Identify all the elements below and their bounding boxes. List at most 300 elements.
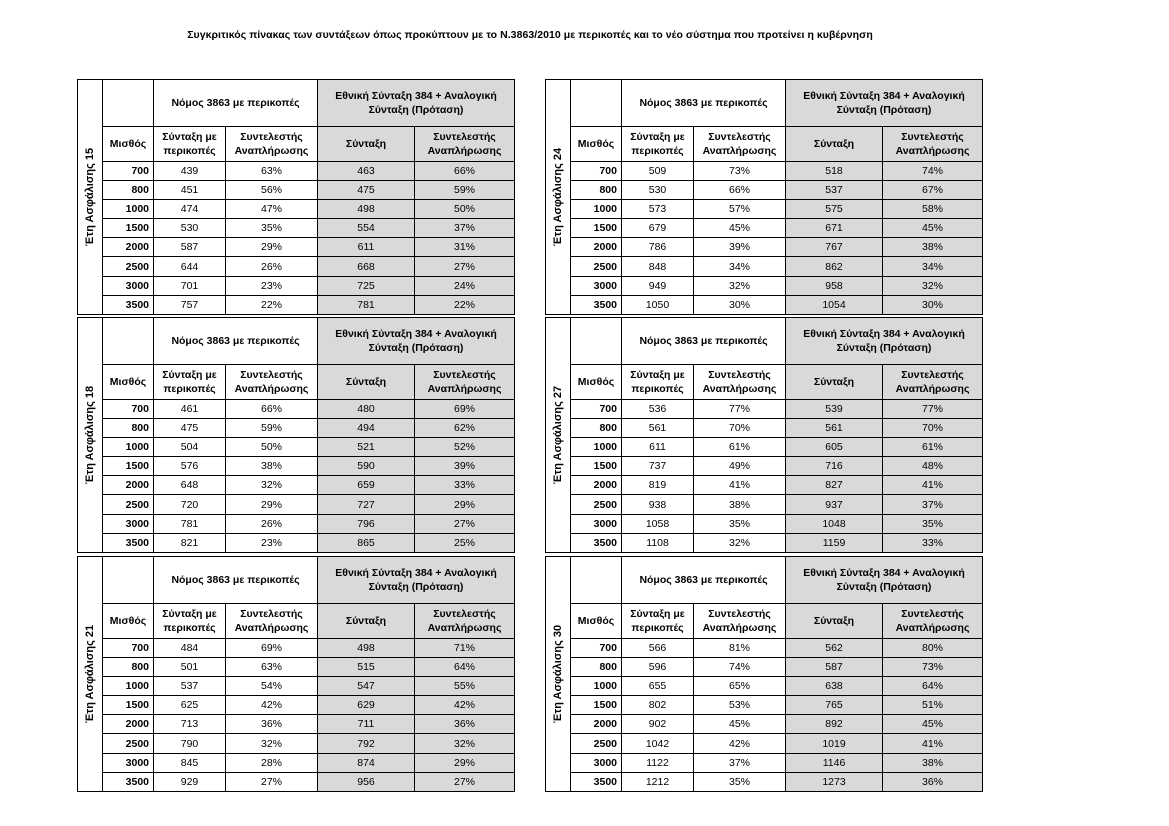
salary-cell: 3000: [103, 276, 154, 295]
replacement2-cell: 61%: [883, 437, 983, 456]
pension-cell: 638: [786, 676, 883, 695]
table-row: [78, 238, 515, 257]
table-row: [78, 715, 515, 734]
table-row: [78, 257, 515, 276]
years-label-text: Έτη Ασφάλισης 15: [84, 147, 96, 247]
years-label: [78, 557, 103, 792]
replacement2-cell: 58%: [883, 199, 983, 218]
salary-cell: 700: [103, 161, 154, 180]
replacement-header: Συντελεστής Αναπλήρωσης: [694, 604, 786, 638]
replacement-cell: 59%: [226, 418, 318, 437]
replacement-cell: 69%: [226, 638, 318, 657]
pension-cut-cell: 566: [622, 638, 694, 657]
salary-cell: 2500: [103, 734, 154, 753]
replacement2-cell: 27%: [415, 514, 515, 533]
pension-cut-cell: 561: [622, 418, 694, 437]
pension-cut-cell: 821: [154, 533, 226, 552]
pension-cell: 498: [318, 199, 415, 218]
replacement-cell: 73%: [694, 161, 786, 180]
replacement2-cell: 29%: [415, 753, 515, 772]
pension-cell: 827: [786, 476, 883, 495]
replacement-cell: 35%: [226, 219, 318, 238]
salary-cell: 1000: [571, 437, 622, 456]
corner-cell: [103, 557, 154, 604]
replacement2-cell: 35%: [883, 514, 983, 533]
salary-cell: 3000: [103, 753, 154, 772]
table-row: [78, 199, 515, 218]
pension-cut-cell: 786: [622, 238, 694, 257]
pension-cut-cell: 757: [154, 295, 226, 314]
salary-cell: 3500: [103, 772, 154, 791]
replacement-cell: 39%: [694, 238, 786, 257]
replacement2-cell: 69%: [415, 399, 515, 418]
salary-cell: 700: [103, 399, 154, 418]
table-row: [78, 457, 515, 476]
years-label: [546, 80, 571, 315]
replacement2-cell: 66%: [415, 161, 515, 180]
salary-cell: 700: [571, 161, 622, 180]
pension-cut-cell: 530: [154, 219, 226, 238]
salary-header: Μισθός: [103, 365, 154, 399]
pension-cell: 767: [786, 238, 883, 257]
replacement-cell: 77%: [694, 399, 786, 418]
pension-header: Σύνταξη: [786, 127, 883, 161]
pension-cell: 668: [318, 257, 415, 276]
replacement-cell: 47%: [226, 199, 318, 218]
pension-cell: 480: [318, 399, 415, 418]
salary-cell: 800: [571, 418, 622, 437]
replacement-cell: 81%: [694, 638, 786, 657]
replacement2-cell: 70%: [883, 418, 983, 437]
replacement2-cell: 45%: [883, 219, 983, 238]
replacement-header: Συντελεστής Αναπλήρωσης: [694, 365, 786, 399]
corner-cell: [571, 80, 622, 127]
pension-cell: 537: [786, 180, 883, 199]
pension-cut-cell: 644: [154, 257, 226, 276]
pension-cell: 671: [786, 219, 883, 238]
replacement-cell: 65%: [694, 676, 786, 695]
pension-cut-header: Σύνταξη με περικοπές: [154, 604, 226, 638]
group-proposal-header: Εθνική Σύνταξη 384 + Αναλογική Σύνταξη (Πρόταση): [318, 557, 515, 604]
table-row: [78, 495, 515, 514]
replacement-cell: 63%: [226, 657, 318, 676]
salary-cell: 1000: [571, 199, 622, 218]
replacement2-cell: 55%: [415, 676, 515, 695]
replacement-cell: 38%: [694, 495, 786, 514]
salary-header: Μισθός: [103, 604, 154, 638]
replacement-cell: 41%: [694, 476, 786, 495]
replacement-cell: 66%: [694, 180, 786, 199]
group-law-header: Νόμος 3863 με περικοπές: [154, 318, 318, 365]
replacement2-cell: 34%: [883, 257, 983, 276]
pension-cell: 874: [318, 753, 415, 772]
replacement-cell: 57%: [694, 199, 786, 218]
replacement-cell: 36%: [226, 715, 318, 734]
table-row: [546, 418, 983, 437]
pension-cut-header: Σύνταξη με περικοπές: [622, 127, 694, 161]
replacement-cell: 53%: [694, 696, 786, 715]
table-row: [78, 514, 515, 533]
replacement-cell: 32%: [226, 476, 318, 495]
table-row: [78, 753, 515, 772]
salary-cell: 1000: [571, 676, 622, 695]
pension-cut-cell: 501: [154, 657, 226, 676]
table-row: [546, 495, 983, 514]
pension-cut-cell: 949: [622, 276, 694, 295]
years-label-text: Έτη Ασφάλισης 18: [84, 385, 96, 485]
salary-cell: 3000: [103, 514, 154, 533]
table-row: [78, 399, 515, 418]
pension-cut-cell: 1050: [622, 295, 694, 314]
group-proposal-header: Εθνική Σύνταξη 384 + Αναλογική Σύνταξη (Πρόταση): [786, 557, 983, 604]
table-row: [78, 772, 515, 791]
replacement-cell: 32%: [694, 276, 786, 295]
replacement2-cell: 77%: [883, 399, 983, 418]
replacement-cell: 29%: [226, 495, 318, 514]
salary-cell: 700: [103, 638, 154, 657]
table-row: [546, 199, 983, 218]
table-row: [546, 161, 983, 180]
pension-cell: 1159: [786, 533, 883, 552]
replacement2-cell: 24%: [415, 276, 515, 295]
group-law-header: Νόμος 3863 με περικοπές: [154, 80, 318, 127]
table-row: [546, 753, 983, 772]
replacement-header: Συντελεστής Αναπλήρωσης: [226, 365, 318, 399]
group-law-header: Νόμος 3863 με περικοπές: [622, 318, 786, 365]
table-row: [546, 696, 983, 715]
salary-cell: 3500: [571, 772, 622, 791]
salary-cell: 2000: [103, 715, 154, 734]
replacement2-cell: 80%: [883, 638, 983, 657]
table-row: [546, 533, 983, 552]
pension-cut-cell: 679: [622, 219, 694, 238]
pension-cell: 865: [318, 533, 415, 552]
replacement-cell: 32%: [694, 533, 786, 552]
table-row: [546, 295, 983, 314]
table-row: [78, 696, 515, 715]
salary-cell: 1500: [571, 219, 622, 238]
table-row: [546, 180, 983, 199]
pension-cut-cell: 720: [154, 495, 226, 514]
pension-cell: 494: [318, 418, 415, 437]
pension-cell: 547: [318, 676, 415, 695]
pension-cut-cell: 802: [622, 696, 694, 715]
pension-cut-header: Σύνταξη με περικοπές: [622, 604, 694, 638]
replacement2-cell: 31%: [415, 238, 515, 257]
pension-cell: 892: [786, 715, 883, 734]
table-row: [78, 418, 515, 437]
pension-cut-header: Σύνταξη με περικοπές: [622, 365, 694, 399]
group-proposal-header: Εθνική Σύνταξη 384 + Αναλογική Σύνταξη (Πρόταση): [786, 80, 983, 127]
replacement2-cell: 29%: [415, 495, 515, 514]
pension-cell: 659: [318, 476, 415, 495]
pension-cut-cell: 573: [622, 199, 694, 218]
table-row: [78, 180, 515, 199]
replacement2-cell: 38%: [883, 238, 983, 257]
salary-cell: 800: [103, 418, 154, 437]
salary-cell: 800: [571, 180, 622, 199]
salary-cell: 3000: [571, 753, 622, 772]
salary-cell: 3000: [571, 514, 622, 533]
table-row: [78, 657, 515, 676]
pension-cut-cell: 1212: [622, 772, 694, 791]
salary-cell: 3500: [103, 533, 154, 552]
replacement2-cell: 32%: [883, 276, 983, 295]
replacement2-cell: 37%: [415, 219, 515, 238]
replacement2-cell: 51%: [883, 696, 983, 715]
replacement2-cell: 73%: [883, 657, 983, 676]
pension-table: [545, 317, 982, 553]
replacement-cell: 26%: [226, 257, 318, 276]
group-law-header: Νόμος 3863 με περικοπές: [622, 80, 786, 127]
replacement-cell: 22%: [226, 295, 318, 314]
replacement-cell: 35%: [694, 772, 786, 791]
pension-cell: 518: [786, 161, 883, 180]
table-row: [546, 657, 983, 676]
replacement-cell: 38%: [226, 457, 318, 476]
replacement2-cell: 41%: [883, 476, 983, 495]
group-proposal-header: Εθνική Σύνταξη 384 + Αναλογική Σύνταξη (Πρόταση): [318, 80, 515, 127]
years-label: [546, 557, 571, 792]
replacement2-cell: 62%: [415, 418, 515, 437]
years-label-text: Έτη Ασφάλισης 24: [552, 147, 564, 247]
salary-cell: 2500: [571, 257, 622, 276]
salary-cell: 1000: [103, 199, 154, 218]
replacement2-cell: 74%: [883, 161, 983, 180]
replacement2-cell: 52%: [415, 437, 515, 456]
salary-cell: 2500: [103, 257, 154, 276]
pension-cell: 1048: [786, 514, 883, 533]
replacement-header: Συντελεστής Αναπλήρωσης: [226, 604, 318, 638]
table-row: [78, 295, 515, 314]
pension-cell: 796: [318, 514, 415, 533]
salary-header: Μισθός: [571, 604, 622, 638]
replacement-cell: 32%: [226, 734, 318, 753]
salary-cell: 1000: [103, 437, 154, 456]
replacement2-cell: 33%: [883, 533, 983, 552]
pension-cut-cell: 929: [154, 772, 226, 791]
replacement2-cell: 59%: [415, 180, 515, 199]
replacement2-cell: 42%: [415, 696, 515, 715]
table-row: [546, 457, 983, 476]
salary-cell: 700: [571, 638, 622, 657]
pension-table: [77, 317, 514, 553]
pension-header: Σύνταξη: [318, 365, 415, 399]
pension-cut-cell: 530: [622, 180, 694, 199]
replacement2-cell: 36%: [415, 715, 515, 734]
pension-cell: 498: [318, 638, 415, 657]
pension-cut-cell: 701: [154, 276, 226, 295]
pension-cell: 475: [318, 180, 415, 199]
salary-cell: 3000: [571, 276, 622, 295]
pension-cell: 725: [318, 276, 415, 295]
replacement-cell: 35%: [694, 514, 786, 533]
replacement2-header: Συντελεστής Αναπλήρωσης: [883, 604, 983, 638]
pension-cut-header: Σύνταξη με περικοπές: [154, 127, 226, 161]
replacement-cell: 23%: [226, 276, 318, 295]
salary-cell: 800: [103, 180, 154, 199]
replacement-header: Συντελεστής Αναπλήρωσης: [226, 127, 318, 161]
table-row: [546, 638, 983, 657]
salary-cell: 2000: [571, 715, 622, 734]
pension-header: Σύνταξη: [786, 365, 883, 399]
pension-table: [77, 79, 514, 315]
pension-cut-cell: 1058: [622, 514, 694, 533]
salary-cell: 3500: [103, 295, 154, 314]
pension-cell: 611: [318, 238, 415, 257]
replacement2-cell: 27%: [415, 772, 515, 791]
salary-header: Μισθός: [571, 127, 622, 161]
pension-cell: 605: [786, 437, 883, 456]
pension-header: Σύνταξη: [318, 127, 415, 161]
replacement2-cell: 41%: [883, 734, 983, 753]
pension-cut-cell: 504: [154, 437, 226, 456]
pension-cut-cell: 1122: [622, 753, 694, 772]
table-row: [78, 533, 515, 552]
table-row: [546, 715, 983, 734]
table-row: [546, 437, 983, 456]
pension-cut-cell: 536: [622, 399, 694, 418]
replacement-cell: 27%: [226, 772, 318, 791]
salary-cell: 1500: [103, 457, 154, 476]
replacement-cell: 29%: [226, 238, 318, 257]
group-proposal-header: Εθνική Σύνταξη 384 + Αναλογική Σύνταξη (Πρόταση): [786, 318, 983, 365]
table-row: [78, 476, 515, 495]
pension-cut-cell: 509: [622, 161, 694, 180]
pension-cut-cell: 537: [154, 676, 226, 695]
pension-cell: 716: [786, 457, 883, 476]
replacement-cell: 70%: [694, 418, 786, 437]
replacement2-cell: 36%: [883, 772, 983, 791]
pension-cut-cell: 713: [154, 715, 226, 734]
table-row: [546, 399, 983, 418]
pension-cut-cell: 902: [622, 715, 694, 734]
replacement2-cell: 45%: [883, 715, 983, 734]
salary-cell: 2500: [571, 495, 622, 514]
salary-cell: 1500: [103, 219, 154, 238]
pension-cell: 1019: [786, 734, 883, 753]
table-row: [546, 219, 983, 238]
years-label: [78, 80, 103, 315]
salary-cell: 2000: [571, 476, 622, 495]
table-row: [546, 676, 983, 695]
salary-cell: 800: [571, 657, 622, 676]
table-row: [546, 238, 983, 257]
pension-cell: 1273: [786, 772, 883, 791]
pension-cell: 629: [318, 696, 415, 715]
pension-header: Σύνταξη: [318, 604, 415, 638]
pension-cell: 515: [318, 657, 415, 676]
pension-cell: 781: [318, 295, 415, 314]
pension-cell: 727: [318, 495, 415, 514]
pension-cut-cell: 845: [154, 753, 226, 772]
replacement2-cell: 48%: [883, 457, 983, 476]
pension-cut-cell: 587: [154, 238, 226, 257]
replacement-cell: 56%: [226, 180, 318, 199]
pension-cut-cell: 474: [154, 199, 226, 218]
replacement-cell: 54%: [226, 676, 318, 695]
corner-cell: [103, 318, 154, 365]
replacement2-cell: 32%: [415, 734, 515, 753]
table-row: [546, 772, 983, 791]
pension-cell: 958: [786, 276, 883, 295]
replacement2-cell: 39%: [415, 457, 515, 476]
replacement2-header: Συντελεστής Αναπλήρωσης: [415, 604, 515, 638]
pension-table: [545, 556, 982, 792]
replacement-cell: 74%: [694, 657, 786, 676]
salary-cell: 2000: [571, 238, 622, 257]
table-row: [78, 276, 515, 295]
pension-cell: 590: [318, 457, 415, 476]
pension-cut-cell: 737: [622, 457, 694, 476]
replacement-cell: 42%: [694, 734, 786, 753]
replacement2-cell: 33%: [415, 476, 515, 495]
pension-cut-cell: 451: [154, 180, 226, 199]
pension-cell: 956: [318, 772, 415, 791]
pension-cut-cell: 655: [622, 676, 694, 695]
table-row: [546, 476, 983, 495]
salary-cell: 1000: [103, 676, 154, 695]
pension-cut-cell: 484: [154, 638, 226, 657]
replacement2-header: Συντελεστής Αναπλήρωσης: [883, 127, 983, 161]
table-row: [78, 638, 515, 657]
years-label: [546, 318, 571, 553]
replacement-cell: 23%: [226, 533, 318, 552]
pension-cut-cell: 439: [154, 161, 226, 180]
replacement-cell: 34%: [694, 257, 786, 276]
salary-cell: 1500: [571, 457, 622, 476]
pension-cut-cell: 819: [622, 476, 694, 495]
pension-cell: 792: [318, 734, 415, 753]
replacement-cell: 49%: [694, 457, 786, 476]
replacement2-header: Συντελεστής Αναπλήρωσης: [415, 365, 515, 399]
years-label-text: Έτη Ασφάλισης 21: [84, 624, 96, 724]
page-title: Συγκριτικός πίνακας των συντάξεων όπως προκύπτουν με το Ν.3863/2010 με περικοπές και το νέο σύστημα που προτείνει η κυβέρνηση: [187, 29, 873, 41]
pension-table: [545, 79, 982, 315]
pension-cell: 587: [786, 657, 883, 676]
pension-cut-cell: 848: [622, 257, 694, 276]
pension-cut-cell: 611: [622, 437, 694, 456]
years-label-text: Έτη Ασφάλισης 30: [552, 624, 564, 724]
salary-cell: 1500: [571, 696, 622, 715]
table-row: [78, 676, 515, 695]
pension-cell: 575: [786, 199, 883, 218]
table-row: [78, 437, 515, 456]
pension-cell: 562: [786, 638, 883, 657]
replacement2-cell: 22%: [415, 295, 515, 314]
replacement-cell: 30%: [694, 295, 786, 314]
pension-cell: 554: [318, 219, 415, 238]
table-row: [546, 734, 983, 753]
replacement2-cell: 30%: [883, 295, 983, 314]
replacement2-cell: 25%: [415, 533, 515, 552]
pension-cut-cell: 596: [622, 657, 694, 676]
group-law-header: Νόμος 3863 με περικοπές: [154, 557, 318, 604]
replacement-cell: 50%: [226, 437, 318, 456]
pension-cut-cell: 790: [154, 734, 226, 753]
pension-cut-cell: 938: [622, 495, 694, 514]
table-row: [546, 514, 983, 533]
salary-cell: 700: [571, 399, 622, 418]
pension-cut-cell: 648: [154, 476, 226, 495]
replacement2-cell: 67%: [883, 180, 983, 199]
salary-header: Μισθός: [103, 127, 154, 161]
replacement2-cell: 64%: [415, 657, 515, 676]
replacement2-cell: 71%: [415, 638, 515, 657]
table-row: [546, 257, 983, 276]
pension-cell: 765: [786, 696, 883, 715]
pension-cell: 539: [786, 399, 883, 418]
